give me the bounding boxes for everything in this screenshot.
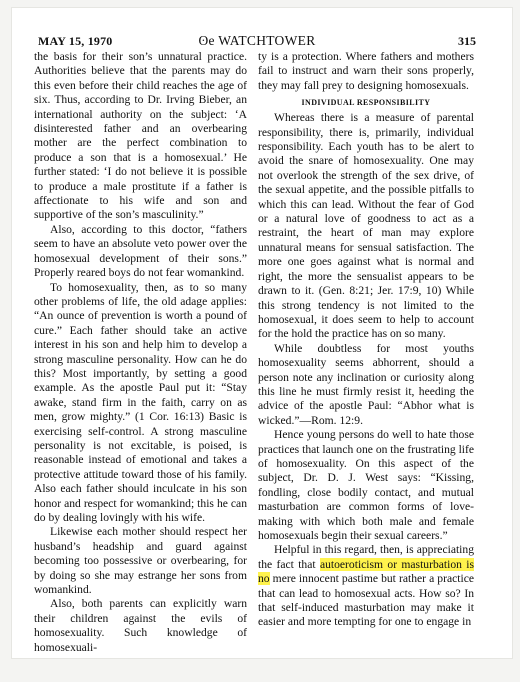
paragraph: ty is a protection. Where fathers and mothers fail to instruct and warn their sons properly, they may fall prey to designing homosexuals. bbox=[258, 50, 474, 92]
paragraph: While doubtless for most youths homosexuality seems abhorrent, should a person note any inclination or curiosity along this line he must firmly resist it, heeding the advice of the apostle Paul: “Abhor what is wicked.”—Rom. 12:9. bbox=[258, 341, 474, 427]
masthead-title: ʘe WATCHTOWER bbox=[198, 33, 316, 48]
paragraph: the basis for their son’s unnatural practice. Authorities believe that the parents may do this even before their child reaches the age of six. Thus, according to Dr. Irving Bieber, an international authority on the subject: ‘A disinterested father and an overbearing mother are the perfect combination to produce a son that is a homosexual.’ He further stated: ‘I do not believe it is possible to produce a male prostitute if a father is affectionate to his wife and son and supportive of the son’s masculinity.” bbox=[34, 50, 247, 222]
issue-date: MAY 15, 1970 bbox=[38, 34, 113, 48]
paragraph: Whereas there is a measure of parental responsibility, there is, primarily, individual responsibility. Each youth has to be alert to avoid the snare of homosexuality. One may not overlook the strength of the sex drive, of the sexual appetite, and the possible pitfalls to which this can lead. Without the fear of God or a natural love of goodness to act as a restraint, the heart of man may explore unnatural means for sensual satisfaction. The more one goes against what is normal and right, the more the sensualist appears to be drawn to it. (Gen. 8:21; Jer. 17:9, 10) While this strong tendency is not limited to the homosexual, it does seem to help to account for the hold the practice has on so many. bbox=[258, 111, 474, 341]
page-number: 315 bbox=[458, 34, 476, 48]
right-column bbox=[258, 50, 474, 630]
paragraph: Likewise each mother should respect her husband’s headship and guard against becoming too possessive or overbearing, for by doing so she may estrange her sons from womankind. bbox=[34, 525, 247, 597]
paragraph: Also, according to this doctor, “fathers seem to have an absolute veto power over the homosexual development of their sons.” Properly reared boys do not fear womankind. bbox=[34, 222, 247, 280]
section-subheading: INDIVIDUAL RESPONSIBILITY bbox=[301, 98, 431, 108]
left-column bbox=[34, 50, 247, 655]
highlighted-text: autoeroticism or masturbation is no bbox=[258, 557, 474, 586]
paragraph-text: Helpful in this regard, then, is appreciating the fact that bbox=[258, 543, 474, 571]
page-header bbox=[38, 32, 476, 52]
paragraph: Also, both parents can explicitly warn their children against the evils of homosexuality. Such knowledge of homosexuali- bbox=[34, 597, 247, 654]
page-sheet bbox=[12, 8, 512, 658]
paragraph-text: mere innocent pastime but rather a practice that can lead to homosexual acts. How so? In that self-induced masturbation may make it easier and more tempting for one to engage in bbox=[258, 572, 474, 629]
paragraph: To homosexuality, then, as to so many other problems of life, the old adage applies: “An ounce of prevention is worth a pound of cure.” Each father should take an active interest in his son and help him to develop a strong masculine personality. How can he do this? Most importantly, by setting a good example. As the apostle Paul put it: “Stay awake, stand firm in the faith, carry on as men, grow mighty.” (1 Cor. 16:13) Basic is exercising self-control. A strong masculine personality is not excitable, is poised, is reasonable instead of emotional and takes a protective attitude toward those of his family. Also each father should inculcate in his son honor and respect for womankind; this he can do by dealing lovingly with his wife. bbox=[34, 280, 247, 524]
paragraph bbox=[258, 543, 474, 629]
paragraph: Hence young persons do well to hate those practices that launch one on the frustrating life of homosexuality. On this aspect of the subject, Dr. D. J. West says: “Kissing, fondling, close bodily contact, and mutual masturbation are common forms of love-making with which both male and female homosexuals begin their sexual careers.” bbox=[258, 428, 475, 542]
